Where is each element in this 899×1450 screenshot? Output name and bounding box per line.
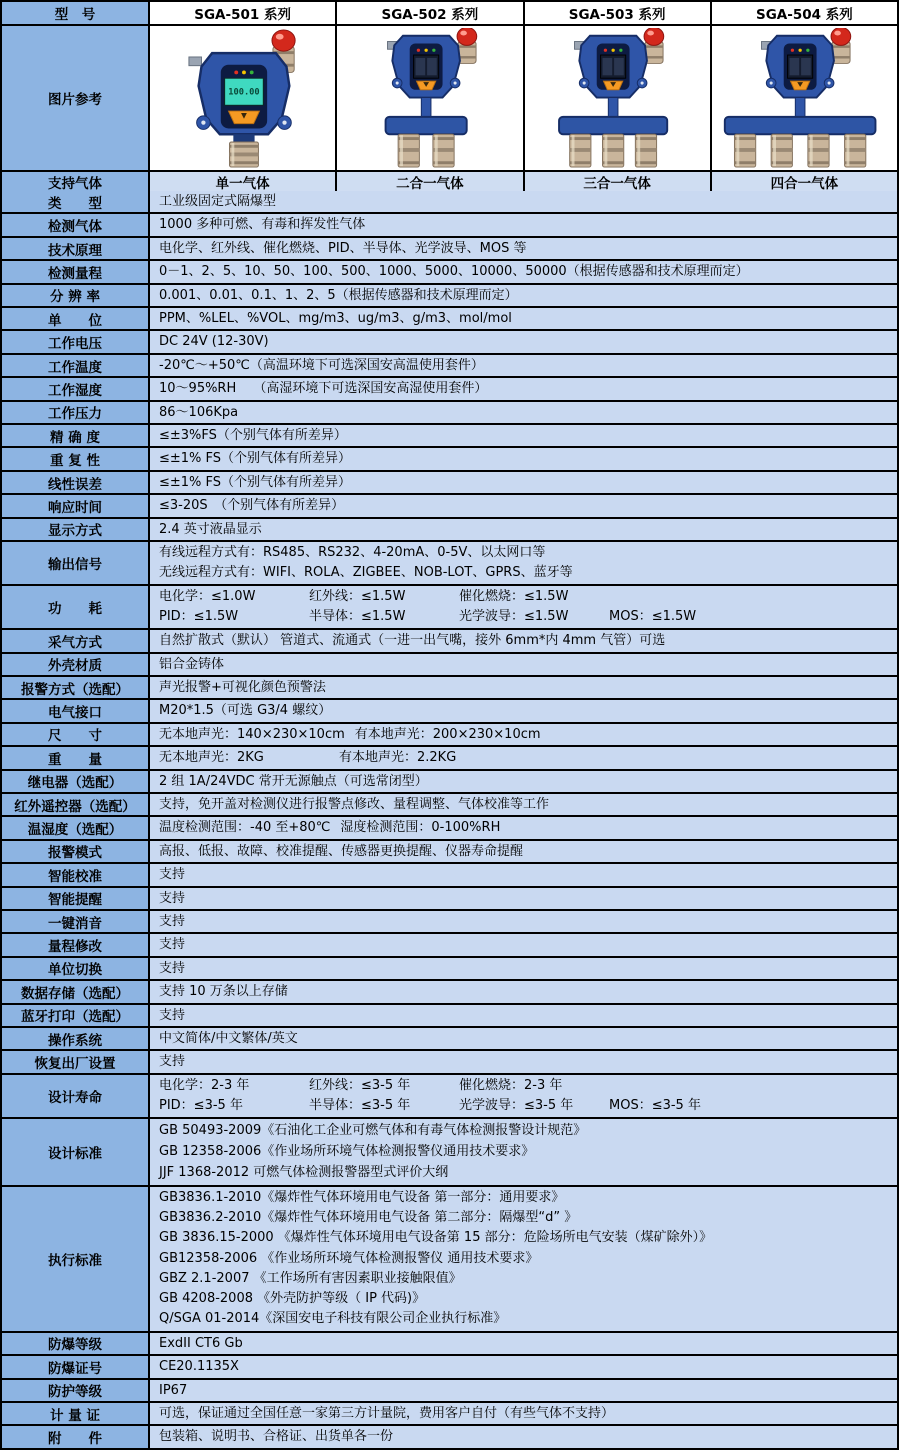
spec-row-22 — [2, 722, 897, 745]
value-line: 1000 多种可燃、有毒和挥发性气体 — [159, 217, 366, 233]
supported-gas-sga-503: 三合一气体 — [523, 172, 710, 191]
value-segment: 无本地声光：2KG — [159, 750, 264, 766]
row-value — [150, 700, 897, 721]
row-value — [150, 981, 897, 1002]
row-value — [150, 285, 897, 306]
spec-row-29 — [2, 886, 897, 909]
gas-detector-image — [713, 28, 895, 169]
value-line: 0－1、2、5、10、50、100、500、1000、5000、10000、50000（根据传感器和技术原理而定） — [159, 264, 749, 280]
gas-detector-image — [152, 28, 334, 169]
value-line: 2 组 1A/24VDC 常开无源触点（可选常闭型） — [159, 773, 428, 789]
device-drawing-SGA-502 — [339, 28, 521, 169]
row-value — [150, 1380, 897, 1401]
value-line: 86～106Kpa — [159, 404, 239, 420]
status-led-icons — [417, 48, 436, 51]
value-line: 0.001、0.01、0.1、1、2、5（根据传感器和技术原理而定） — [159, 287, 518, 303]
value-line: 2.4 英寸液晶显示 — [159, 521, 262, 537]
row-label: 附 件 — [2, 1426, 150, 1447]
device-manifold — [725, 116, 876, 133]
sensor-probe — [603, 134, 624, 167]
value-line: 支持 — [159, 867, 186, 883]
row-value — [150, 654, 897, 675]
sensor-probe — [808, 134, 829, 167]
row-value — [150, 841, 897, 862]
device-photo-sga-503 — [523, 26, 710, 170]
spec-row-3 — [2, 236, 897, 259]
supported-gas-row — [2, 170, 897, 191]
spec-row-28 — [2, 862, 897, 885]
row-value — [150, 331, 897, 352]
row-label: 智能校准 — [2, 864, 150, 885]
row-label: 报警模式 — [2, 841, 150, 862]
sensor-probe — [772, 134, 793, 167]
row-value — [150, 1403, 897, 1424]
value-line: -20℃～+50℃（高温环境下可选深国安高温使用套件） — [159, 357, 484, 373]
gas-detector-image — [526, 28, 708, 169]
row-label: 一键消音 — [2, 911, 150, 932]
row-value — [150, 630, 897, 651]
device-photo-sga-504 — [710, 26, 897, 170]
row-value — [150, 472, 897, 493]
status-led-icons — [234, 70, 253, 74]
header-model-sga-502: SGA-502 系列 — [335, 2, 522, 24]
row-label: 设计标准 — [2, 1119, 150, 1185]
value-line: 工业级固定式隔爆型 — [159, 194, 277, 209]
device-stem — [421, 97, 431, 118]
value-segment: 光学波导：≤3-5 年 — [459, 1097, 574, 1113]
spec-row-15 — [2, 517, 897, 540]
row-value — [150, 355, 897, 376]
spec-row-10 — [2, 400, 897, 423]
device-manifold — [559, 116, 667, 133]
row-label: 量程修改 — [2, 934, 150, 955]
row-value — [150, 495, 897, 516]
spec-row-6 — [2, 306, 897, 329]
spec-row-31 — [2, 932, 897, 955]
side-fitting — [189, 56, 202, 65]
value-line: Q/SGA 01-2014《深国安电子科技有限公司企业执行标准》 — [159, 1311, 507, 1327]
row-label: 电气接口 — [2, 700, 150, 721]
row-label: 输出信号 — [2, 542, 150, 584]
sensor-probe — [845, 134, 866, 167]
value-segment: MOS：≤3-5 年 — [609, 1097, 701, 1113]
value-line: CE20.1135X — [159, 1359, 239, 1375]
spec-row-32 — [2, 956, 897, 979]
row-value — [150, 1051, 897, 1072]
row-value — [150, 214, 897, 235]
value-line: 支持 — [159, 960, 186, 976]
value-line: ≤±3%FS（个别气体有所差异） — [159, 428, 347, 444]
value-line — [159, 607, 893, 627]
value-line: ExdII CT6 Gb — [159, 1335, 243, 1351]
row-label: 分 辨 率 — [2, 285, 150, 306]
value-line: 支持 — [159, 913, 186, 929]
spec-rows-container — [2, 191, 897, 1448]
value-line: GB 12358-2006《作业场所环境气体检测报警仪通用技术要求》 — [159, 1144, 535, 1160]
row-value — [150, 378, 897, 399]
value-line — [159, 748, 893, 767]
row-label: 工作湿度 — [2, 378, 150, 399]
value-line: ≤3-20S （个别气体有所差异） — [159, 498, 345, 514]
spec-row-37 — [2, 1073, 897, 1117]
value-line: 可选，保证通过全国任意一家第三方计量院，费用客户自付（有些气体不支持） — [159, 1406, 615, 1421]
value-line: GB12358-2006 《作业场所环境气体检测报警仪 通用技术要求》 — [159, 1250, 539, 1266]
sensor-probe — [433, 134, 454, 167]
row-value — [150, 402, 897, 423]
row-label: 操作系统 — [2, 1028, 150, 1049]
header-model-sga-503: SGA-503 系列 — [523, 2, 710, 24]
row-label: 数据存储（选配） — [2, 981, 150, 1002]
value-line — [159, 1096, 893, 1116]
row-label: 防护等级 — [2, 1380, 150, 1401]
sensor-probe — [635, 134, 656, 167]
value-line: GB 4208-2008 《外壳防护等级（ IP 代码)》 — [159, 1291, 426, 1307]
row-value — [150, 1075, 897, 1117]
supported-gas-label: 支持气体 — [2, 172, 150, 191]
device-stem — [608, 97, 618, 118]
value-segment: 有本地声光：200×230×10cm — [354, 726, 541, 742]
spec-row-41 — [2, 1354, 897, 1377]
status-led-icons — [604, 48, 623, 51]
row-label: 工作电压 — [2, 331, 150, 352]
spec-row-30 — [2, 909, 897, 932]
row-label: 工作温度 — [2, 355, 150, 376]
row-label: 计 量 证 — [2, 1403, 150, 1424]
device-photo-sga-501 — [150, 26, 335, 170]
spec-row-43 — [2, 1401, 897, 1424]
spec-row-33 — [2, 979, 897, 1002]
value-line: 支持 — [159, 890, 186, 906]
row-label: 精 确 度 — [2, 425, 150, 446]
row-label: 重 复 性 — [2, 448, 150, 469]
row-value — [150, 771, 897, 792]
spec-row-14 — [2, 493, 897, 516]
value-segment: 催化燃烧：≤1.5W — [459, 589, 569, 605]
row-value — [150, 308, 897, 329]
row-label: 报警方式（选配） — [2, 677, 150, 698]
supported-gas-sga-504: 四合一气体 — [710, 172, 897, 191]
row-value — [150, 747, 897, 768]
value-line: GB 3836.15-2000 《爆炸性气体环境用电气设备第 15 部分：危险场所电气安装（煤矿除外）》 — [159, 1230, 713, 1246]
row-label: 检测量程 — [2, 261, 150, 282]
device-drawing-SGA-504 — [713, 28, 895, 169]
gas-detector-image — [339, 28, 521, 169]
spec-row-19 — [2, 652, 897, 675]
value-line: ≤±1% FS（个别气体有所差异） — [159, 474, 352, 490]
row-label: 尺 寸 — [2, 724, 150, 745]
spec-row-9 — [2, 376, 897, 399]
spec-row-24 — [2, 769, 897, 792]
value-line: 声光报警+可视化颜色预警法 — [159, 679, 326, 695]
row-value — [150, 934, 897, 955]
image-row-label: 图片参考 — [2, 26, 150, 170]
value-line: M20*1.5（可选 G3/4 螺纹） — [159, 703, 332, 719]
value-line — [159, 587, 893, 607]
spec-row-27 — [2, 839, 897, 862]
spec-row-18 — [2, 628, 897, 651]
value-line: GBZ 2.1-2007 《工作场所有害因素职业接触限值》 — [159, 1270, 462, 1286]
spec-row-35 — [2, 1026, 897, 1049]
spec-row-42 — [2, 1378, 897, 1401]
row-label: 单 位 — [2, 308, 150, 329]
row-value — [150, 1119, 897, 1185]
row-label: 执行标准 — [2, 1187, 150, 1331]
row-value — [150, 542, 897, 584]
device-drawing-SGA-501 — [152, 28, 334, 169]
value-line: IP67 — [159, 1382, 188, 1398]
row-value — [150, 724, 897, 745]
sensor-probe — [229, 141, 258, 166]
sensor-probe — [735, 134, 756, 167]
row-label: 红外遥控器（选配） — [2, 794, 150, 815]
device-stem — [796, 97, 806, 118]
spec-row-26 — [2, 815, 897, 838]
row-label: 功 耗 — [2, 586, 150, 628]
row-label: 蓝牙打印（选配） — [2, 1005, 150, 1026]
row-value — [150, 519, 897, 540]
row-label: 响应时间 — [2, 495, 150, 516]
value-line: GB3836.1-2010《爆炸性气体环境用电气设备 第一部分：通用要求》 — [159, 1189, 565, 1205]
value-segment: 电化学：≤1.0W — [159, 589, 256, 605]
header-label: 型 号 — [2, 2, 150, 24]
row-value — [150, 888, 897, 909]
row-value — [150, 425, 897, 446]
value-segment: 电化学：2-3 年 — [159, 1077, 250, 1093]
row-value — [150, 1028, 897, 1049]
row-value — [150, 1187, 897, 1331]
value-line: 支持，免开盖对检测仪进行报警点修改、量程调整、气体校准等工作 — [159, 796, 550, 812]
value-segment: 催化燃烧：2-3 年 — [459, 1077, 563, 1093]
row-label: 继电器（选配） — [2, 771, 150, 792]
value-line: 有线远程方式有：RS485、RS232、4-20mA、0-5V、以太网口等 — [159, 545, 546, 561]
value-line: GB 50493-2009《石油化工企业可燃气体和有毒气体检测报警设计规范》 — [159, 1122, 587, 1138]
value-segment: 半导体：≤3-5 年 — [309, 1097, 411, 1113]
row-value — [150, 261, 897, 282]
spec-row-12 — [2, 446, 897, 469]
row-label: 检测气体 — [2, 214, 150, 235]
row-label: 重 量 — [2, 747, 150, 768]
spec-row-44 — [2, 1424, 897, 1447]
row-value — [150, 817, 897, 838]
value-line: 包装箱、说明书、合格证、出货单各一份 — [159, 1429, 394, 1445]
spec-row-11 — [2, 423, 897, 446]
value-segment: 湿度检测范围：0-100%RH — [340, 820, 501, 836]
screen-reading: 100.00 — [227, 87, 260, 98]
value-line: ≤±1% FS（个别气体有所差异） — [159, 451, 352, 467]
value-segment: 红外线：≤1.5W — [309, 589, 406, 605]
sensor-probe — [398, 134, 419, 167]
value-line: 支持 — [159, 1054, 186, 1070]
row-value — [150, 1333, 897, 1354]
spec-row-36 — [2, 1049, 897, 1072]
spec-row-8 — [2, 353, 897, 376]
value-segment: 光学波导：≤1.5W — [459, 609, 569, 625]
row-label: 技术原理 — [2, 238, 150, 259]
value-segment: 温度检测范围：-40 至+80℃ — [159, 820, 331, 836]
spec-row-5 — [2, 283, 897, 306]
spec-row-34 — [2, 1003, 897, 1026]
spec-row-38 — [2, 1117, 897, 1185]
value-line — [159, 1076, 893, 1096]
row-label: 单位切换 — [2, 958, 150, 979]
row-value — [150, 1426, 897, 1447]
row-label: 线性误差 — [2, 472, 150, 493]
spec-row-40 — [2, 1331, 897, 1354]
row-value — [150, 448, 897, 469]
row-label: 温湿度（选配） — [2, 817, 150, 838]
value-line: 支持 10 万条以上存储 — [159, 984, 288, 1000]
value-line: 高报、低报、故障、校准提醒、传感器更换提醒、仪器寿命提醒 — [159, 843, 524, 859]
spec-row-1 — [2, 191, 897, 212]
row-label: 采气方式 — [2, 630, 150, 651]
row-label: 设计寿命 — [2, 1075, 150, 1117]
row-value — [150, 794, 897, 815]
header-row — [2, 2, 897, 24]
row-label: 防爆等级 — [2, 1333, 150, 1354]
value-line: JJF 1368-2012 可燃气体检测报警器型式评价大纲 — [159, 1165, 449, 1181]
row-label: 显示方式 — [2, 519, 150, 540]
device-manifold — [385, 116, 466, 133]
value-line: 铝合金铸体 — [159, 656, 225, 672]
value-line: 支持 — [159, 937, 186, 953]
value-line: PPM、%LEL、%VOL、mg/m3、ug/m3、g/m3、mol/mol — [159, 311, 512, 327]
spec-row-16 — [2, 540, 897, 584]
value-segment: 半导体：≤1.5W — [309, 609, 406, 625]
row-label: 智能提醒 — [2, 888, 150, 909]
spec-row-13 — [2, 470, 897, 493]
value-line: 支持 — [159, 1007, 186, 1023]
device-drawing-SGA-503 — [526, 28, 708, 169]
row-label: 外壳材质 — [2, 654, 150, 675]
supported-gas-sga-501: 单一气体 — [150, 172, 335, 191]
row-value — [150, 586, 897, 628]
value-segment: 无本地声光：140×230×10cm — [159, 726, 345, 742]
row-label: 类 型 — [2, 191, 150, 212]
spec-row-4 — [2, 259, 897, 282]
row-value — [150, 238, 897, 259]
value-segment: 有本地声光：2.2KG — [339, 750, 457, 766]
row-label: 恢复出厂设置 — [2, 1051, 150, 1072]
row-label: 防爆证号 — [2, 1356, 150, 1377]
spec-row-39 — [2, 1185, 897, 1331]
supported-gas-sga-502: 二合一气体 — [335, 172, 522, 191]
value-line — [159, 818, 893, 837]
row-value — [150, 191, 897, 212]
status-led-icons — [791, 48, 810, 51]
spec-row-2 — [2, 212, 897, 235]
row-value — [150, 677, 897, 698]
value-line: 10～95%RH （高湿环境下可选深国安高湿使用套件） — [159, 381, 488, 397]
value-line: 自然扩散式（默认） 管道式、流通式（一进一出气嘴，接外 6mm*内 4mm 气管）可选 — [159, 633, 666, 649]
row-value — [150, 911, 897, 932]
sensor-probe — [570, 134, 591, 167]
value-line: 无线远程方式有：WIFI、ROLA、ZIGBEE、NOB-LOT、GPRS、蓝牙等 — [159, 565, 573, 581]
value-segment: PID：≤3-5 年 — [159, 1097, 243, 1113]
row-value — [150, 1005, 897, 1026]
value-line: 中文简体/中文繁体/英文 — [159, 1031, 298, 1046]
device-photo-sga-502 — [335, 26, 522, 170]
spec-row-25 — [2, 792, 897, 815]
row-label: 工作压力 — [2, 402, 150, 423]
header-model-sga-504: SGA-504 系列 — [710, 2, 897, 24]
spec-row-20 — [2, 675, 897, 698]
row-value — [150, 958, 897, 979]
spec-row-17 — [2, 584, 897, 628]
value-line: 电化学、红外线、催化燃烧、PID、半导体、光学波导、MOS 等 — [159, 240, 527, 256]
spec-row-21 — [2, 698, 897, 721]
value-segment: 红外线：≤3-5 年 — [309, 1077, 411, 1093]
value-segment: PID：≤1.5W — [159, 609, 239, 625]
row-value — [150, 1356, 897, 1377]
value-line — [159, 725, 893, 744]
value-line: GB3836.2-2010《爆炸性气体环境用电气设备 第二部分：隔爆型“d” 》 — [159, 1210, 578, 1225]
value-line: DC 24V (12-30V) — [159, 334, 269, 350]
header-model-sga-501: SGA-501 系列 — [150, 2, 335, 24]
spec-row-23 — [2, 745, 897, 768]
image-row — [2, 24, 897, 170]
spec-row-7 — [2, 329, 897, 352]
row-value — [150, 864, 897, 885]
value-segment: MOS：≤1.5W — [609, 609, 697, 625]
